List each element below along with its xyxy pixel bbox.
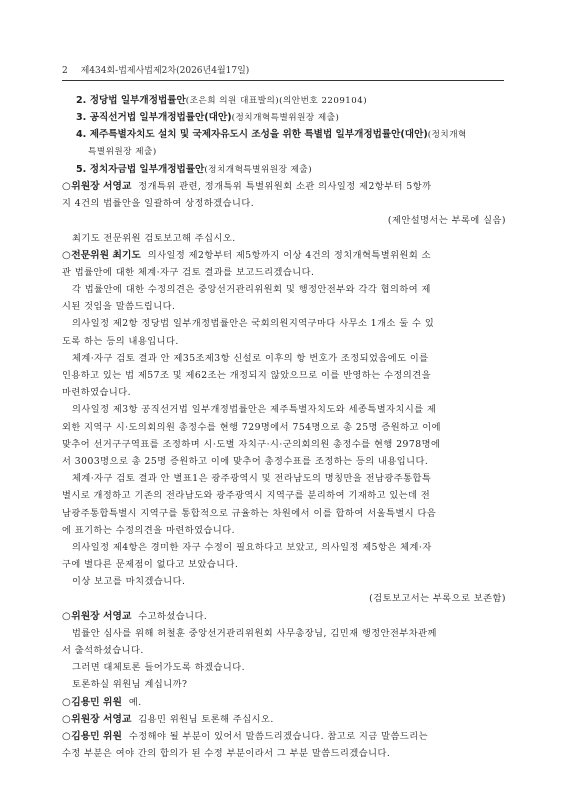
speech-text-line: 법률안 심사를 위해 허철훈 중앙선거관리위원회 사무총장님, 김민재 행정안전부차관께	[72, 627, 437, 639]
appendix-note: (제안설명서는 부록에 실음)	[387, 215, 506, 227]
agenda-item-num: 2.	[76, 95, 87, 106]
agenda-item-3	[62, 109, 514, 126]
speech-text-line: 각 법률안에 대한 수정의견은 중앙선거관리위원회 및 행정안전부와 각각 협의하여 제	[72, 284, 431, 296]
agenda-item-title: 정치자금법 일부개정법률안	[89, 163, 205, 175]
speech-chair-1	[62, 178, 514, 195]
speaker-mark: ○	[62, 610, 72, 622]
speech-text-line: 수정 부분은 여야 간의 합의가 된 수정 부분이라서 그 부분 말씀드리겠습니다.	[62, 748, 391, 760]
speech-text: 의사일정 제2항부터 제5항까지 이상 4건의 정치개혁특별위원회 소	[147, 249, 432, 261]
speaker-mark: ○	[62, 249, 72, 261]
speech-text-line: 최기도 전문위원 검토보고해 주십시오.	[72, 232, 236, 244]
agenda-item-title: 정당법 일부개정법률안	[89, 95, 186, 106]
speaker-name: 김용민 위원	[71, 696, 122, 708]
page-number: 2	[62, 66, 68, 76]
speaker-name: 위원장 서영교	[71, 713, 132, 725]
speaker-mark: ○	[62, 696, 72, 708]
speech-text: 수정해야 될 부분이 있어서 말씀드리겠습니다. 참고로 지금 말씀드리는	[128, 730, 429, 742]
agenda-item-note: (정치개혁	[427, 130, 467, 141]
speech-text-line: 체계·자구 검토 결과 안 제35조제3항 신설로 이후의 항 번호가 조정되었음에도 이를	[72, 352, 429, 364]
speech-text-line: 서 출석하셨습니다.	[62, 645, 144, 656]
speech-text-line: 인용하고 있는 법 제57조 및 제62조는 개정되지 않았으므로 이를 반영하는 수정의견을	[62, 370, 431, 381]
speech-text-line: 서 3003명으로 총 25명 증원하고 이에 맞추어 총정수표를 조정하는 등의 내용입니다.	[62, 455, 429, 467]
speech-text-line: 의사일정 제4항은 경미한 자구 수정이 필요하다고 보았고, 의사일정 제5항은 체계·자	[72, 541, 432, 553]
agenda-item-title: 제주특별자치도 설치 및 국제자유도시 조성을 위한 특별법 일부개정법률안(대안)	[89, 129, 428, 141]
agenda-item-num: 3.	[76, 112, 87, 124]
speech-text-line: 남광주통합특별시 지역구를 통합적으로 규율하는 차원에서 이를 합하여 서울특별시 다음	[62, 507, 437, 519]
speech-text-line: 외한 지역구 시·도의회의원 총정수를 현행 729명에서 754명으로 총 25명 증원하고 이에	[62, 421, 442, 433]
agenda-item-note: (정치개혁특별위원장 제출)	[231, 113, 340, 124]
speaker-mark: ○	[62, 713, 72, 725]
speaker-name: 전문위원 최기도	[71, 249, 141, 261]
speech-text-line: 의사일정 제2항 정당법 일부개정법률안은 국회의원지역구마다 사무소 1개소 둘 수 있	[72, 318, 435, 330]
speech-text-line: 시된 것임을 말씀드립니다.	[62, 301, 176, 313]
speech-member-2	[62, 728, 514, 745]
agenda-item-4-note-cont: 특별위원장 제출)	[88, 146, 157, 157]
agenda-item-num: 5.	[76, 163, 87, 175]
page-header	[62, 64, 504, 81]
speech-text: 수고하셨습니다.	[138, 610, 208, 622]
speech-text: 예.	[128, 696, 142, 708]
speaker-mark: ○	[62, 730, 72, 742]
speaker-name: 김용민 위원	[71, 730, 122, 742]
speech-text-line: 에 표기하는 수정의견을 마련하였습니다.	[62, 524, 236, 536]
speech-text-line: 별시로 개정하고 기존의 전라남도와 광주광역시 지역구를 분리하여 기재하고 있는데 전	[62, 490, 431, 502]
document-body	[62, 92, 514, 762]
speech-text-line: 마련하였습니다.	[62, 387, 132, 399]
speech-text-line: 그러면 대체토론 들어가도록 하겠습니다.	[72, 662, 246, 674]
agenda-item-4	[62, 126, 514, 143]
speech-text-line: 관 법률안에 대한 체계·자구 검토 결과를 보고드리겠습니다.	[62, 266, 315, 278]
speech-chair-3	[62, 711, 514, 728]
speaker-name: 위원장 서영교	[71, 180, 132, 192]
speech-text-line: 도록 하는 등의 내용입니다.	[62, 335, 179, 347]
agenda-item-5	[62, 161, 514, 178]
session-info: 제434회-법제사법제2차(2026년4월17일)	[80, 66, 250, 76]
appendix-note: (검토보고서는 부록으로 보존함)	[369, 593, 506, 605]
agenda-item-note: (조은희 의원 대표발의)(의안번호 2209104)	[185, 96, 368, 106]
speaker-name: 위원장 서영교	[71, 610, 132, 622]
agenda-item-2	[62, 92, 514, 109]
speech-text-line: 맞추어 선거구구역표를 조정하며 시·도별 자치구·시·군의회의원 총정수를 현행 2978명에	[62, 438, 441, 450]
speech-text-line: 토론하실 위원님 계십니까?	[72, 679, 188, 691]
speech-expert	[62, 247, 514, 264]
speech-member-1	[62, 694, 514, 711]
speech-text: 김용민 위원님 토론해 주십시오.	[138, 713, 274, 725]
speech-text-line: 이상 보고를 마치겠습니다.	[72, 576, 186, 588]
speech-chair-2	[62, 608, 514, 625]
agenda-item-title: 공직선거법 일부개정법률안(대안)	[89, 112, 232, 124]
speech-text-line: 체계·자구 검토 결과 안 별표1은 광주광역시 및 전라남도의 명칭만을 전남광주통합특	[72, 473, 432, 485]
speech-text: 정개특위 관련, 정개특위 특별위원회 소관 의사일정 제2항부터 5항까	[138, 180, 432, 192]
agenda-item-num: 4.	[76, 129, 87, 141]
speech-text-line: 지 4건의 법률안을 일괄하여 상정하겠습니다.	[62, 198, 255, 210]
speech-text-line: 의사일정 제3항 공직선거법 일부개정법률안은 제주특별자치도와 세종특별자치시를 제	[72, 404, 437, 416]
agenda-item-note: (정치개혁특별위원장 제출)	[204, 164, 313, 175]
speech-text-line: 구에 별다른 문제점이 없다고 보았습니다.	[62, 559, 239, 571]
speaker-mark: ○	[62, 180, 72, 192]
